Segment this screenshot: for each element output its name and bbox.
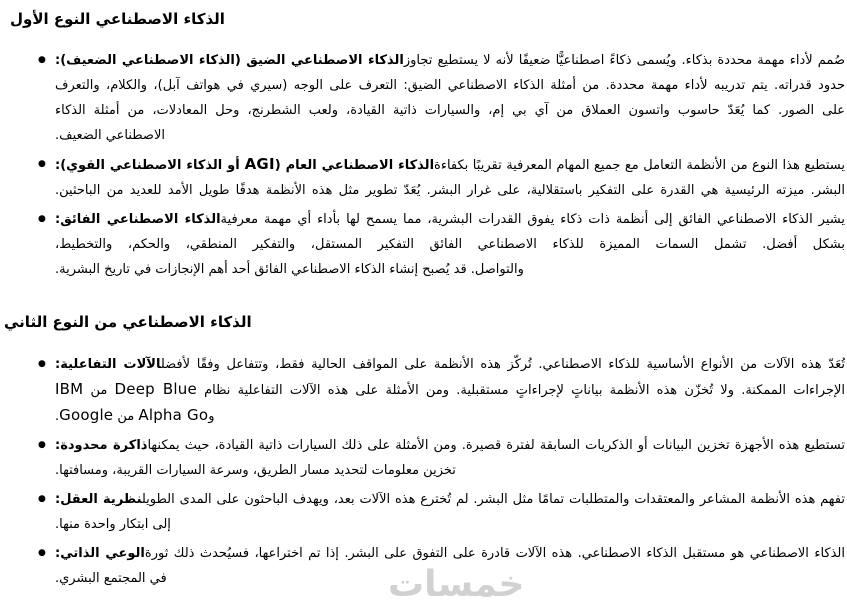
item-body-line: حدود قدراته. يتم تدريبه لأداء مهمة محددة. من أمثلة الذكاء الاصطناعي الضيق: التعرف على الوجه (سيري في هواتف آبل)، والكلام، والتعرف [55,78,845,93]
item-body-line: الإجراءات الممكنة. ولا تُخزّن هذه الأنظمة بياناتٍ لإجراءاتٍ مستقبلية. ومن الأمثلة على هذه الآلات التفاعلية نظام Deep Blue من IBM [55,380,846,398]
list-item-reactive-machines [38,352,846,429]
item-body-line: على الصور. كما يُعَدّ حاسوب واتسون العملاق من آي بي إم، والسيارات ذاتية القيادة، ولعب الشطرنج، وحل المعادلات، من أمثلة الذكاء [55,103,845,118]
bullet-icon: ● [38,548,46,558]
item-intro-text: تستطيع هذه الأجهزة تخزين البيانات أو الذكريات السابقة لفترة قصيرة. ومن الأمثلة على ذلك السيارات ذاتية القيادة، حيث يمكنها [147,438,845,453]
item-body-line: وAlpha Go من Google. [55,406,215,424]
item-term-text: الذكاء الاصطناعي الضيق (الذكاء الاصطناعي الضعيف): [55,53,404,68]
item-body-line: الاصطناعي الضعيف. [55,128,165,143]
bullet-icon: ● [38,55,46,65]
bullet-icon: ● [38,494,46,504]
document-page [0,8,847,613]
khamsat-watermark: خمسات [388,564,525,605]
item-term-text: نظرية العقل: [55,492,142,507]
list-item-theory-of-mind [38,487,845,537]
item-intro-text: تفهم هذه الأنظمة المشاعر والمعتقدات والمتطلبات تمامًا مثل البشر. لم تُخترع هذه الآلات بعد، ويهدف الباحثون على المدى الطويل [141,492,845,507]
list-item-narrow-ai [38,48,845,148]
item-term-text: الآلات التفاعلية: [55,357,161,372]
section-heading-type2: الذكاء الاصطناعي من النوع الثاني [4,313,252,331]
item-term-text: الذكاء الاصطناعي العام (AGI أو الذكاء الاصطناعي القوي): [55,155,435,173]
section-heading-type1: الذكاء الاصطناعي النوع الأول [10,10,225,28]
list-item-general-ai [38,152,846,203]
item-term-text: ذاكرة محدودة: [55,438,148,453]
bullet-icon: ● [38,359,46,369]
item-intro-text: صُمم لأداء مهمة محددة بذكاء. ويُسمى ذكاءً اصطناعيًّا ضعيفًا لأنه لا يستطيع تجاوز [403,53,845,68]
item-body-line: بشكل أفضل. تشمل السمات المميزة للذكاء الاصطناعي الفائق التفكير المستقل، والتفكير المنطقي، والحكم، والتخطيط، [55,237,845,252]
item-body-line: والتواصل. قد يُصبح إنشاء الذكاء الاصطناعي الفائق أحد أهم الإنجازات في تاريخ البشرية. [55,262,524,277]
item-first-line [55,541,845,566]
item-first-line [55,433,845,458]
item-term-text: الذكاء الاصطناعي الفائق: [55,212,221,227]
item-first-line [55,352,845,377]
item-intro-text: تُعَدّ هذه الآلات من الأنواع الأساسية للذكاء الاصطناعي. تُركّز هذه الأنظمة على المواقف الحالية فقط، وتتفاعل وفقًا لأفضل [160,357,845,372]
item-term-text: الوعي الذاتي: [55,546,145,561]
item-intro-text: يشير الذكاء الاصطناعي الفائق إلى أنظمة ذات ذكاء يفوق القدرات البشرية، مما يسمح لها بأداء أي مهمة معرفية [220,212,845,227]
item-body-line: إلى ابتكار واحدة منها. [55,517,171,532]
item-body-line: البشر. ميزته الرئيسية هي القدرة على التفكير باستقلالية، على غرار البشر. يُعَدّ تطوير مثل هذه الأنظمة هدفًا طويل الأمد للعديد من الباحثين. [55,183,845,198]
list-item-limited-memory [38,433,845,483]
item-first-line [55,487,845,512]
list-item-self-awareness [38,541,845,591]
item-body-line: تخزين معلومات لتحديد مسار الطريق، وسرعة السيارات القريبة، ومسافتها. [55,463,456,478]
item-first-line [55,48,845,73]
list-item-super-ai [38,207,845,282]
item-intro-text: يستطيع هذا النوع من الأنظمة التعامل مع جميع المهام المعرفية تقريبًا بكفاءة [434,158,846,173]
item-first-line [55,152,845,178]
item-first-line [55,207,845,232]
bullet-icon: ● [38,159,46,169]
item-body-line: في المجتمع البشري. [55,571,167,586]
bullet-icon: ● [38,440,46,450]
bullet-icon: ● [38,214,46,224]
item-intro-text: الذكاء الاصطناعي هو مستقبل الذكاء الاصطناعي. هذه الآلات قادرة على التفوق على البشر. إذا تم اختراعها، فسيُحدث ذلك ثورة [144,546,845,561]
